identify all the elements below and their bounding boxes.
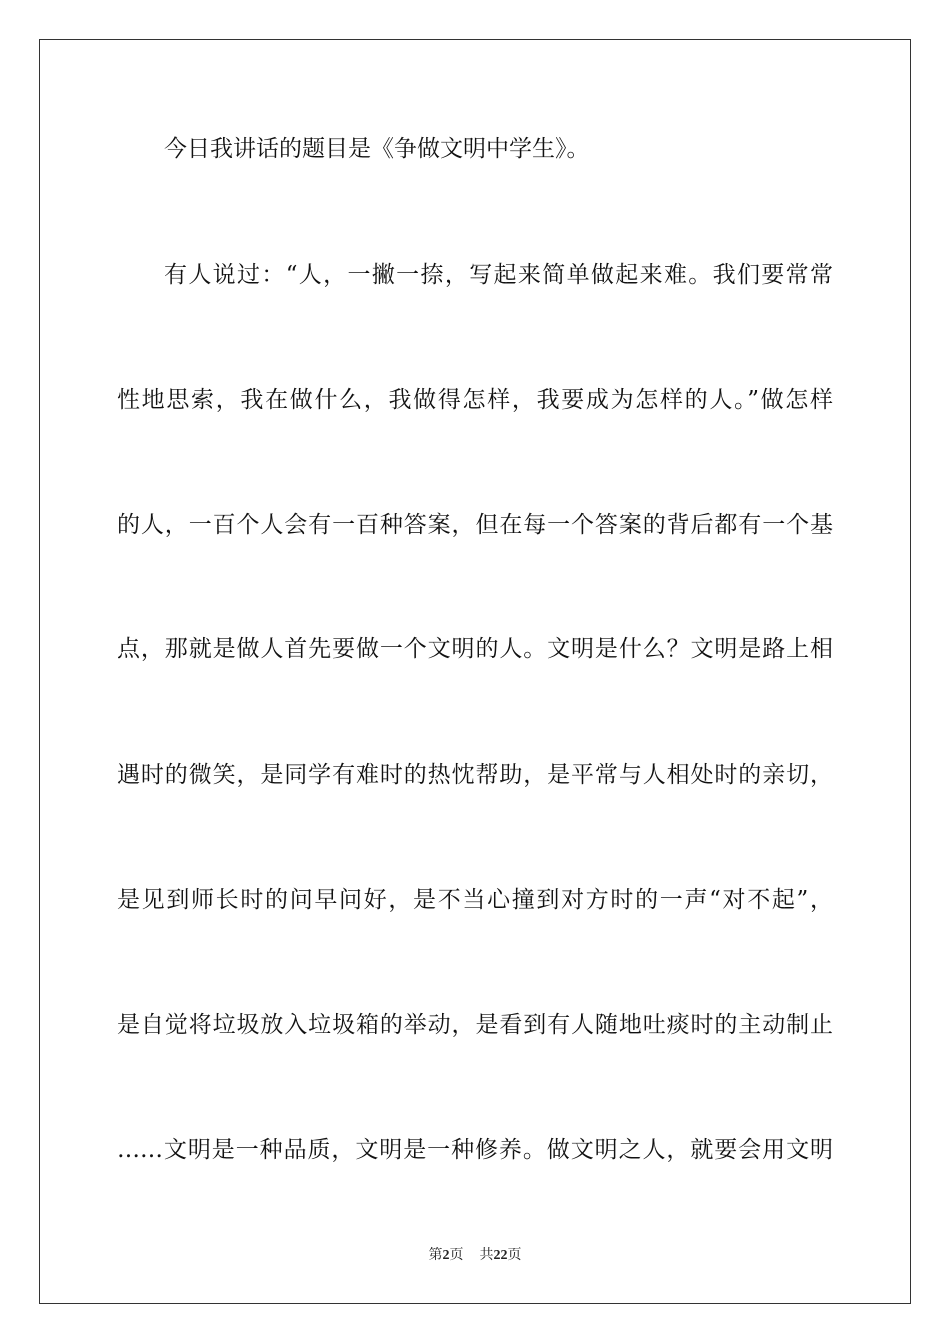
paragraph-line-6: 遇时的微笑，是同学有难时的热忱帮助，是平常与人相处时的亲切， — [117, 762, 833, 788]
paragraph-line-4: 的人，一百个人会有一百种答案，但在每一个答案的背后都有一个基 — [117, 512, 833, 538]
paragraph-line-8: 是自觉将垃圾放入垃圾箱的举动，是看到有人随地吐痰时的主动制止 — [117, 1012, 833, 1038]
footer-total-pages: 22 — [493, 1248, 508, 1263]
paragraph-line-1: 今日我讲话的题目是《争做文明中学生》。 — [164, 136, 590, 162]
page-frame — [39, 39, 911, 1304]
paragraph-line-7: 是见到师长时的问早问好，是不当心撞到对方时的一声“对不起”， — [117, 887, 833, 913]
footer-total-suffix: 页 — [507, 1247, 522, 1263]
page-footer — [0, 1246, 950, 1265]
footer-page-suffix: 页 — [449, 1247, 464, 1263]
footer-total-prefix: 共 — [479, 1247, 494, 1263]
footer-page-number: 2 — [442, 1248, 450, 1263]
paragraph-line-2: 有人说过：“人，一撇一捺，写起来简单做起来难。我们要常常 — [164, 262, 833, 288]
paragraph-line-5: 点，那就是做人首先要做一个文明的人。文明是什么？文明是路上相 — [117, 636, 833, 662]
footer-page-prefix: 第 — [428, 1247, 443, 1263]
paragraph-line-9: ……文明是一种品质，文明是一种修养。做文明之人，就要会用文明 — [117, 1137, 833, 1163]
paragraph-line-3: 性地思索，我在做什么，我做得怎样，我要成为怎样的人。”做怎样 — [117, 387, 833, 413]
